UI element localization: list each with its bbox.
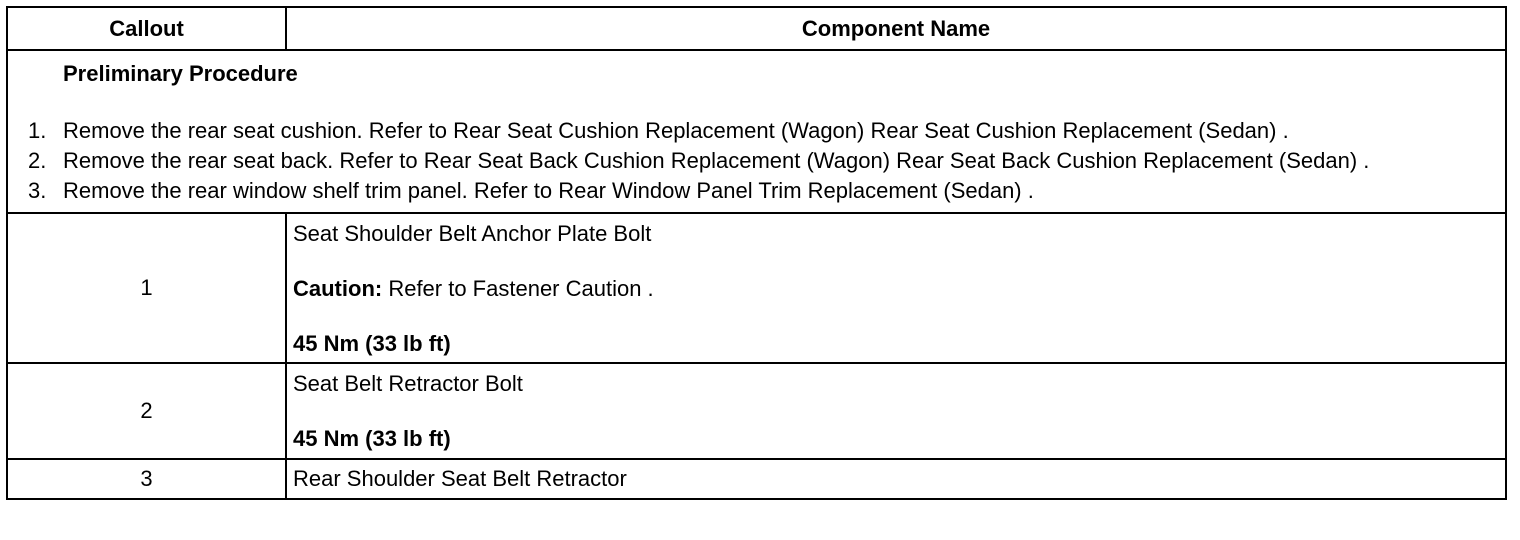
step-number: 3. xyxy=(28,178,47,203)
component-name: Seat Belt Retractor Bolt xyxy=(293,371,523,396)
component-cell xyxy=(286,213,1506,363)
callout-cell: 1 xyxy=(7,213,286,363)
callout-cell: 2 xyxy=(7,363,286,459)
component-name: Seat Shoulder Belt Anchor Plate Bolt xyxy=(293,221,652,246)
component-table xyxy=(6,6,1507,500)
caution-text: Refer to Fastener Caution . xyxy=(382,276,654,301)
table-row xyxy=(7,363,1506,459)
preliminary-procedure-title: Preliminary Procedure xyxy=(63,61,298,86)
torque-spec: 45 Nm (33 lb ft) xyxy=(293,426,451,451)
step-number: 1. xyxy=(28,118,47,143)
preliminary-step xyxy=(8,146,1505,176)
preliminary-procedure-row xyxy=(7,50,1506,213)
header-row xyxy=(7,7,1506,50)
step-number: 2. xyxy=(28,148,47,173)
component-cell xyxy=(286,459,1506,499)
callout-cell: 3 xyxy=(7,459,286,499)
caution-label: Caution: xyxy=(293,276,383,301)
step-text: Remove the rear seat cushion. Refer to Rear Seat Cushion Replacement (Wagon) Rear Seat Cushion Replacement (Sedan) . xyxy=(63,118,1289,143)
step-text: Remove the rear seat back. Refer to Rear Seat Back Cushion Replacement (Wagon) Rear Seat Back Cushion Replacement (Sedan) . xyxy=(63,148,1370,173)
preliminary-step xyxy=(8,176,1505,206)
header-callout: Callout xyxy=(7,7,286,50)
preliminary-step xyxy=(8,116,1505,146)
caution-note xyxy=(293,275,1499,303)
step-text: Remove the rear window shelf trim panel. Refer to Rear Window Panel Trim Replacement (Sedan) . xyxy=(63,178,1034,203)
header-component-name: Component Name xyxy=(286,7,1506,50)
component-cell xyxy=(286,363,1506,459)
preliminary-procedure-cell xyxy=(7,50,1506,213)
table-row xyxy=(7,213,1506,363)
table-row xyxy=(7,459,1506,499)
torque-spec: 45 Nm (33 lb ft) xyxy=(293,331,451,356)
preliminary-steps-list xyxy=(8,116,1505,206)
component-name: Rear Shoulder Seat Belt Retractor xyxy=(293,466,627,491)
